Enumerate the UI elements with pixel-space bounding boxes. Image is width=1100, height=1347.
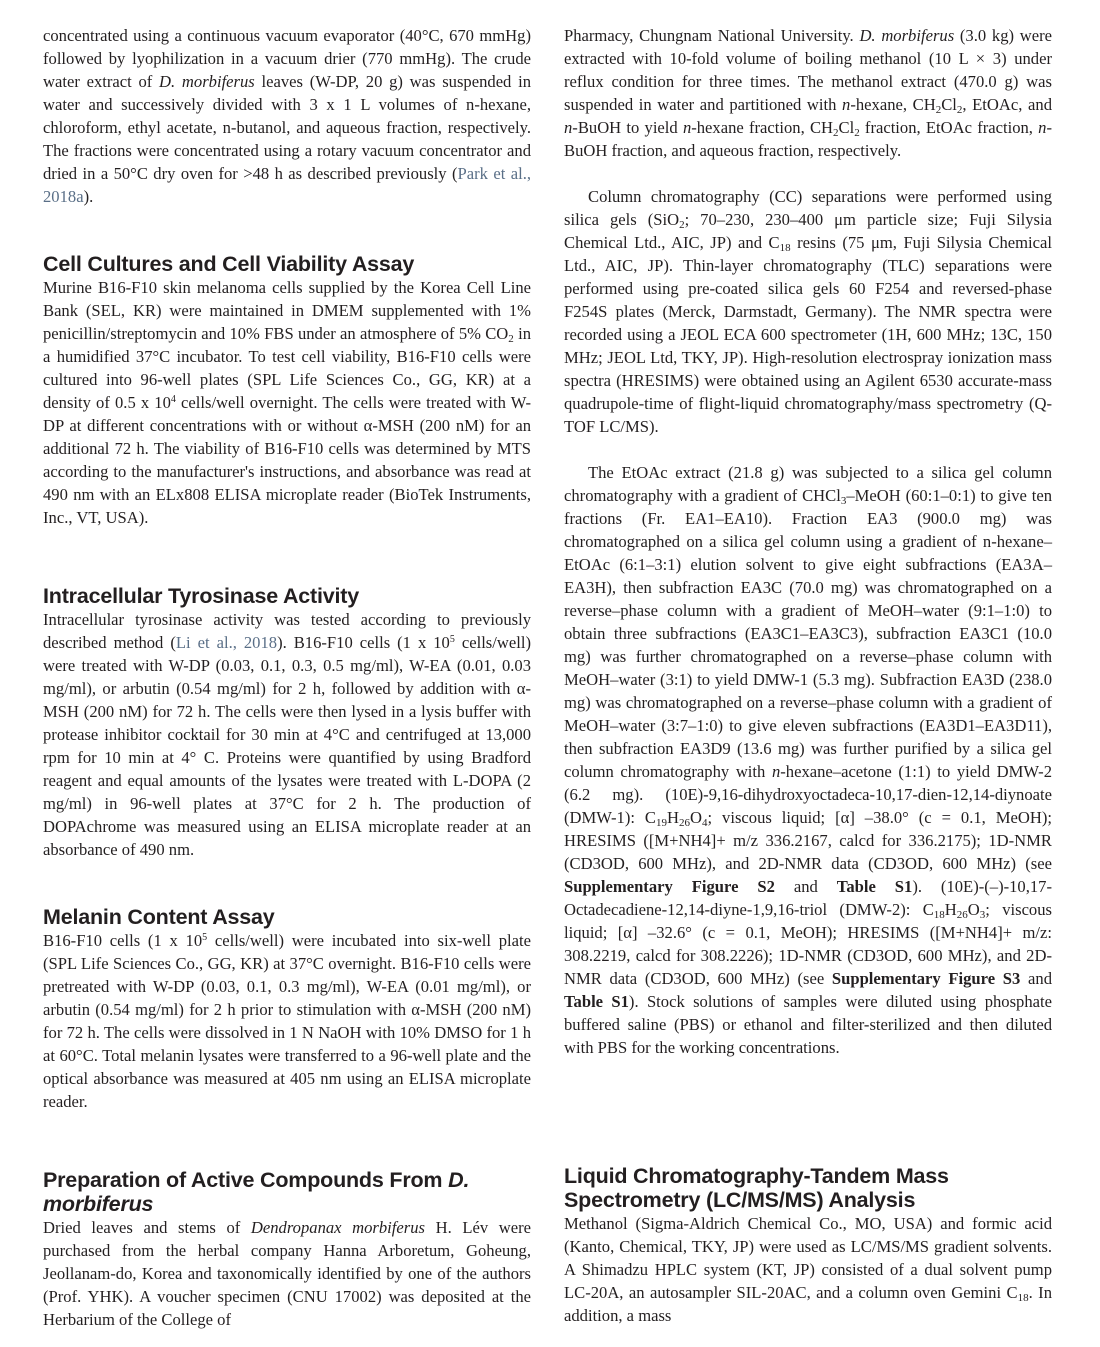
text: -BuOH fraction, and aqueous fraction, respectively. (564, 118, 1052, 160)
text: cells/well) were treated with W-DP (0.03, 0.1, 0.3, 0.5 mg/ml), W-EA (0.01, 0.03 mg/ml), or arbutin (0.54 mg/ml) for 2 h, followed by addition with α-MSH (200 nM) for 72 h. The cells were then lysed in a lysis buffer with protease inhibitor cocktail for 30 min at 4°C and centrifuged at 13,000 rpm for 10 min at 4° C. Proteins were quantified by using Bradford reagent and equal amounts of the lysates were treated with L-DOPA (2 mg/ml) in 96-well plates at 37°C for 2 h. The production of DOPAchrome was measured using an ELISA microplate reader at an absorbance of 490 nm. (43, 633, 531, 859)
section-melanin (43, 905, 531, 1113)
text: (3.0 kg) were extracted with 10-fold volume of boiling methanol (10 L × 3) under reflux condition for three times. The methanol extract (470.0 g) was suspended in water and partitioned with (564, 26, 1052, 114)
text: Murine B16-F10 skin melanoma cells supplied by the Korea Cell Line Bank (SEL, KR) were maintained in DMEM supplemented with 1% penicillin/streptomycin and 10% FBS under an atmosphere of 5% CO (43, 278, 531, 343)
subscript: 26 (956, 909, 968, 921)
text: leaves (W-DP, 20 g) was suspended in water and successively divided with 3 x 1 L volumes of n-hexane, chloroform, ethyl acetate, n-butanol, and aqueous fraction, respectively. The fractions were concentrated using a rotary vacuum concentrator and dried in a 50°C dry oven for >48 h as described previously ( (43, 72, 531, 183)
text: H (667, 808, 679, 827)
text: O (967, 900, 980, 919)
text: ). (10E)-(–)-10,17-Octadecadiene-12,14-diyne-1,9,16-triol (DMW-2): C (564, 877, 1052, 919)
table-link[interactable]: Table S1 (836, 877, 913, 896)
citation-link[interactable]: Park et al., 2018a (43, 164, 531, 206)
text: ; viscous liquid; [α] –38.0° (c = 0.1, MeOH); HRESIMS ([M+NH4]+ m/z 336.2167, calcd for 336.2175); 1D-NMR (CD3OD, 600 MHz), and 2D-NMR data (CD3OD, 600 MHz) (see (564, 808, 1053, 873)
species-name: Dendropanax morbiferus (250, 1218, 425, 1237)
text: ; viscous liquid; [α] –32.6° (c = 0.1, MeOH); HRESIMS ([M+NH4]+ m/z: 308.2219, calcd for 308.2226); 1D-NMR (CD3OD, 600 MHz), and 2D-NMR data (CD3OD, 600 MHz) (see (564, 900, 1052, 988)
supplementary-figure-link[interactable]: Supplementary Figure S2 (564, 877, 775, 896)
section-heading: Cell Cultures and Cell Viability Assay (43, 252, 415, 276)
subscript: 2 (508, 333, 514, 345)
subscript: 4 (701, 817, 708, 829)
text: Dried leaves and stems of (43, 1218, 251, 1237)
table-link[interactable]: Table S1 (564, 992, 629, 1011)
species-name: D. morbiferus (159, 72, 255, 91)
subscript: 26 (679, 817, 690, 829)
text: cells/well) were incubated into six-well plate (SPL Life Sciences Co., GG, KR) at 37°C overnight. B16-F10 cells were pretreated with W-DP (0.03, 0.1, 0.3 mg/ml), W-EA (0.01 mg/ml), or arbutin (0.54 mg/ml) for 2 h prior to stimulation with α-MSH (200 nM) for 72 h. The cells were dissolved in 1 N NaOH with 10% DMSO for 1 h at 60°C. Total melanin lysates were transferred to a 96-well plate and the optical absorbance was measured at 405 nm using an ELISA microplate reader. (43, 931, 531, 1111)
text: , EtOAc, and (962, 95, 1052, 114)
text: Cl (941, 95, 957, 114)
text: ). Stock solutions of samples were diluted using phosphate buffered saline (PBS) or ethanol and filter-sterilized and then diluted with PBS for the working concentrations. (564, 992, 1052, 1057)
subscript: 2 (935, 104, 942, 116)
subscript: 19 (656, 817, 668, 829)
text: resins (75 μm, Fuji Silysia Chemical Ltd., AIC, JP). Thin-layer chromatography (TLC) separations were performed using pre-coated silica gels 60 F254 and reversed-phase F254S plates (Merck, Darmstadt, Germany). The NMR spectra were recorded using a JEOL ECA 600 spectrometer (1H, 600 MHz; 13C, 150 MHz; JEOL Ltd, TKY, JP). High-resolution electrospray ionization mass spectra (HRESIMS) were obtained using an Agilent 6530 accurate-mass quadrupole-time of flight-liquid chromatography/mass spectrometry (Q-TOF LC/MS). (564, 233, 1052, 436)
text: in a humidified 37°C incubator. To test cell viability, B16-F10 cells were cultured into 96-well plates (SPL Life Sciences Co., GG, KR) at a density of 0.5 x 10 (43, 324, 531, 412)
preparation-continued-paragraph (564, 24, 1052, 162)
text: and (1020, 969, 1052, 988)
text: ). B16-F10 cells (1 x 10 (277, 633, 450, 652)
italic-n: n (564, 118, 573, 137)
text: fraction, EtOAc fraction, (859, 118, 1039, 137)
section-heading: Liquid Chromatography-Tandem Mass Spectrometry (LC/MS/MS) Analysis (564, 1164, 949, 1212)
text: ). (83, 187, 94, 206)
section-preparation (43, 1168, 531, 1331)
text: Cl (838, 118, 855, 137)
italic-n: n (771, 762, 781, 781)
subscript: 2 (833, 127, 839, 139)
text: The EtOAc extract (21.8 g) was subjected to a silica gel column chromatography with a gradient of CHCl (564, 463, 1052, 505)
subscript: 2 (854, 127, 860, 139)
text: Intracellular tyrosinase activity was tested according to previously described method ( (43, 610, 531, 652)
subscript: 18 (779, 242, 791, 254)
text: Methanol (Sigma-Aldrich Chemical Co., MO, USA) and formic acid (Kanto, Chemical, TKY, JP) were used as LC/MS/MS gradient solvents. A Shimadzu HPLC system (KT, JP) consisted of a dual solvent pump LC-20A, an autosampler SIL-20AC, and a column oven Gemini C (564, 1214, 1052, 1302)
subscript: 2 (679, 219, 685, 231)
text: O (690, 808, 702, 827)
subscript: 3 (979, 909, 986, 921)
text: H (944, 900, 957, 919)
section-cell-cultures (43, 252, 531, 529)
text: Pharmacy, Chungnam National University. (564, 26, 860, 45)
subscript: 2 (956, 104, 963, 116)
superscript: 5 (449, 634, 455, 645)
text: –MeOH (60:1–0:1) to give ten fractions (Fr. EA1–EA10). Fraction EA3 (900.0 mg) was chromatographed on a silica gel column using a gradient of n-hexane–EtOAc (6:1–3:1) elution solvent to give eight subfractions (EA3A–EA3H), then subfraction EA3C (70.0 mg) was chromatographed on a reverse–phase column with a gradient of MeOH–water (9:1–1:0) to obtain three subfractions (EA3C1–EA3C3), subfraction EA3C1 (10.0 mg) was further chromatographed on a reverse–phase column with MeOH–water (3:1) to yield DMW-1 (5.3 mg). Subfraction EA3D (238.0 mg) was chromatographed on a reverse–phase column with a gradient of MeOH–water (3:7–1:0) to give eleven subfractions (EA3D1–EA3D11), then subfraction EA3D9 (13.6 mg) was further purified by a silica gel column chromatography with (564, 486, 1052, 781)
species-name: D. morbiferus (859, 26, 955, 45)
supplementary-figure-link[interactable]: Supplementary Figure S3 (831, 969, 1021, 988)
section-tyrosinase (43, 584, 531, 861)
column-chromatography-paragraph (564, 185, 1052, 438)
section-heading: Melanin Content Assay (43, 905, 275, 929)
heading-text: Preparation of Active Compounds From (43, 1168, 449, 1192)
text: Column chromatography (CC) separations were performed using silica gels (SiO (564, 187, 1052, 229)
subscript: 18 (933, 909, 945, 921)
superscript: 4 (170, 394, 176, 405)
subscript: 18 (1017, 1292, 1029, 1304)
text: B16-F10 cells (1 x 10 (43, 931, 203, 950)
italic-n: n (682, 118, 692, 137)
text: H. Lév were purchased from the herbal company Hanna Arboretum, Goheung, Jeollanam-do, Korea and taxonomically identified by one of the authors (Prof. YHK). A voucher specimen (CNU 17002) was deposited at the Herbarium of the College of (43, 1218, 531, 1329)
text: cells/well overnight. The cells were treated with W-DP at different concentrations with or without α-MSH (200 nM) for an additional 72 h. The viability of B16-F10 cells was determined by MTS according to the manufacturer's instructions, and absorbance was read at 490 nm with an ELx808 ELISA microplate reader (BioTek Instruments, Inc., VT, USA). (43, 393, 532, 527)
section-heading: Intracellular Tyrosinase Activity (43, 584, 360, 608)
text: -BuOH to yield (572, 118, 683, 137)
citation-link[interactable]: Li et al., 2018 (175, 633, 278, 652)
superscript: 5 (202, 932, 208, 943)
text: and (774, 877, 837, 896)
text: -hexane–acetone (1:1) to yield DMW-2 (6.2 mg). (10E)-9,16-dihydroxyoctadeca-10,17-dien-12,14-diynoate (DMW-1): C (564, 762, 1052, 827)
extraction-paragraph (43, 24, 531, 208)
text: . In addition, a mass (564, 1283, 1052, 1325)
heading-species: D. morbiferus (43, 1168, 470, 1216)
text: -hexane fraction, CH (691, 118, 833, 137)
subscript: 3 (840, 495, 847, 507)
italic-n: n (1038, 118, 1047, 137)
text: ; 70–230, 230–400 μm particle size; Fuji Silysia Chemical Ltd., AIC, JP) and C (564, 210, 1052, 252)
italic-n: n (842, 95, 851, 114)
etoac-extract-paragraph (564, 461, 1052, 1059)
section-lcms (564, 1164, 1052, 1327)
section-heading (43, 1168, 531, 1216)
text: -hexane, CH (850, 95, 936, 114)
text: concentrated using a continuous vacuum evaporator (40°C, 670 mmHg) followed by lyophilization in a vacuum drier (770 mmHg). The crude water extract of (43, 26, 531, 91)
